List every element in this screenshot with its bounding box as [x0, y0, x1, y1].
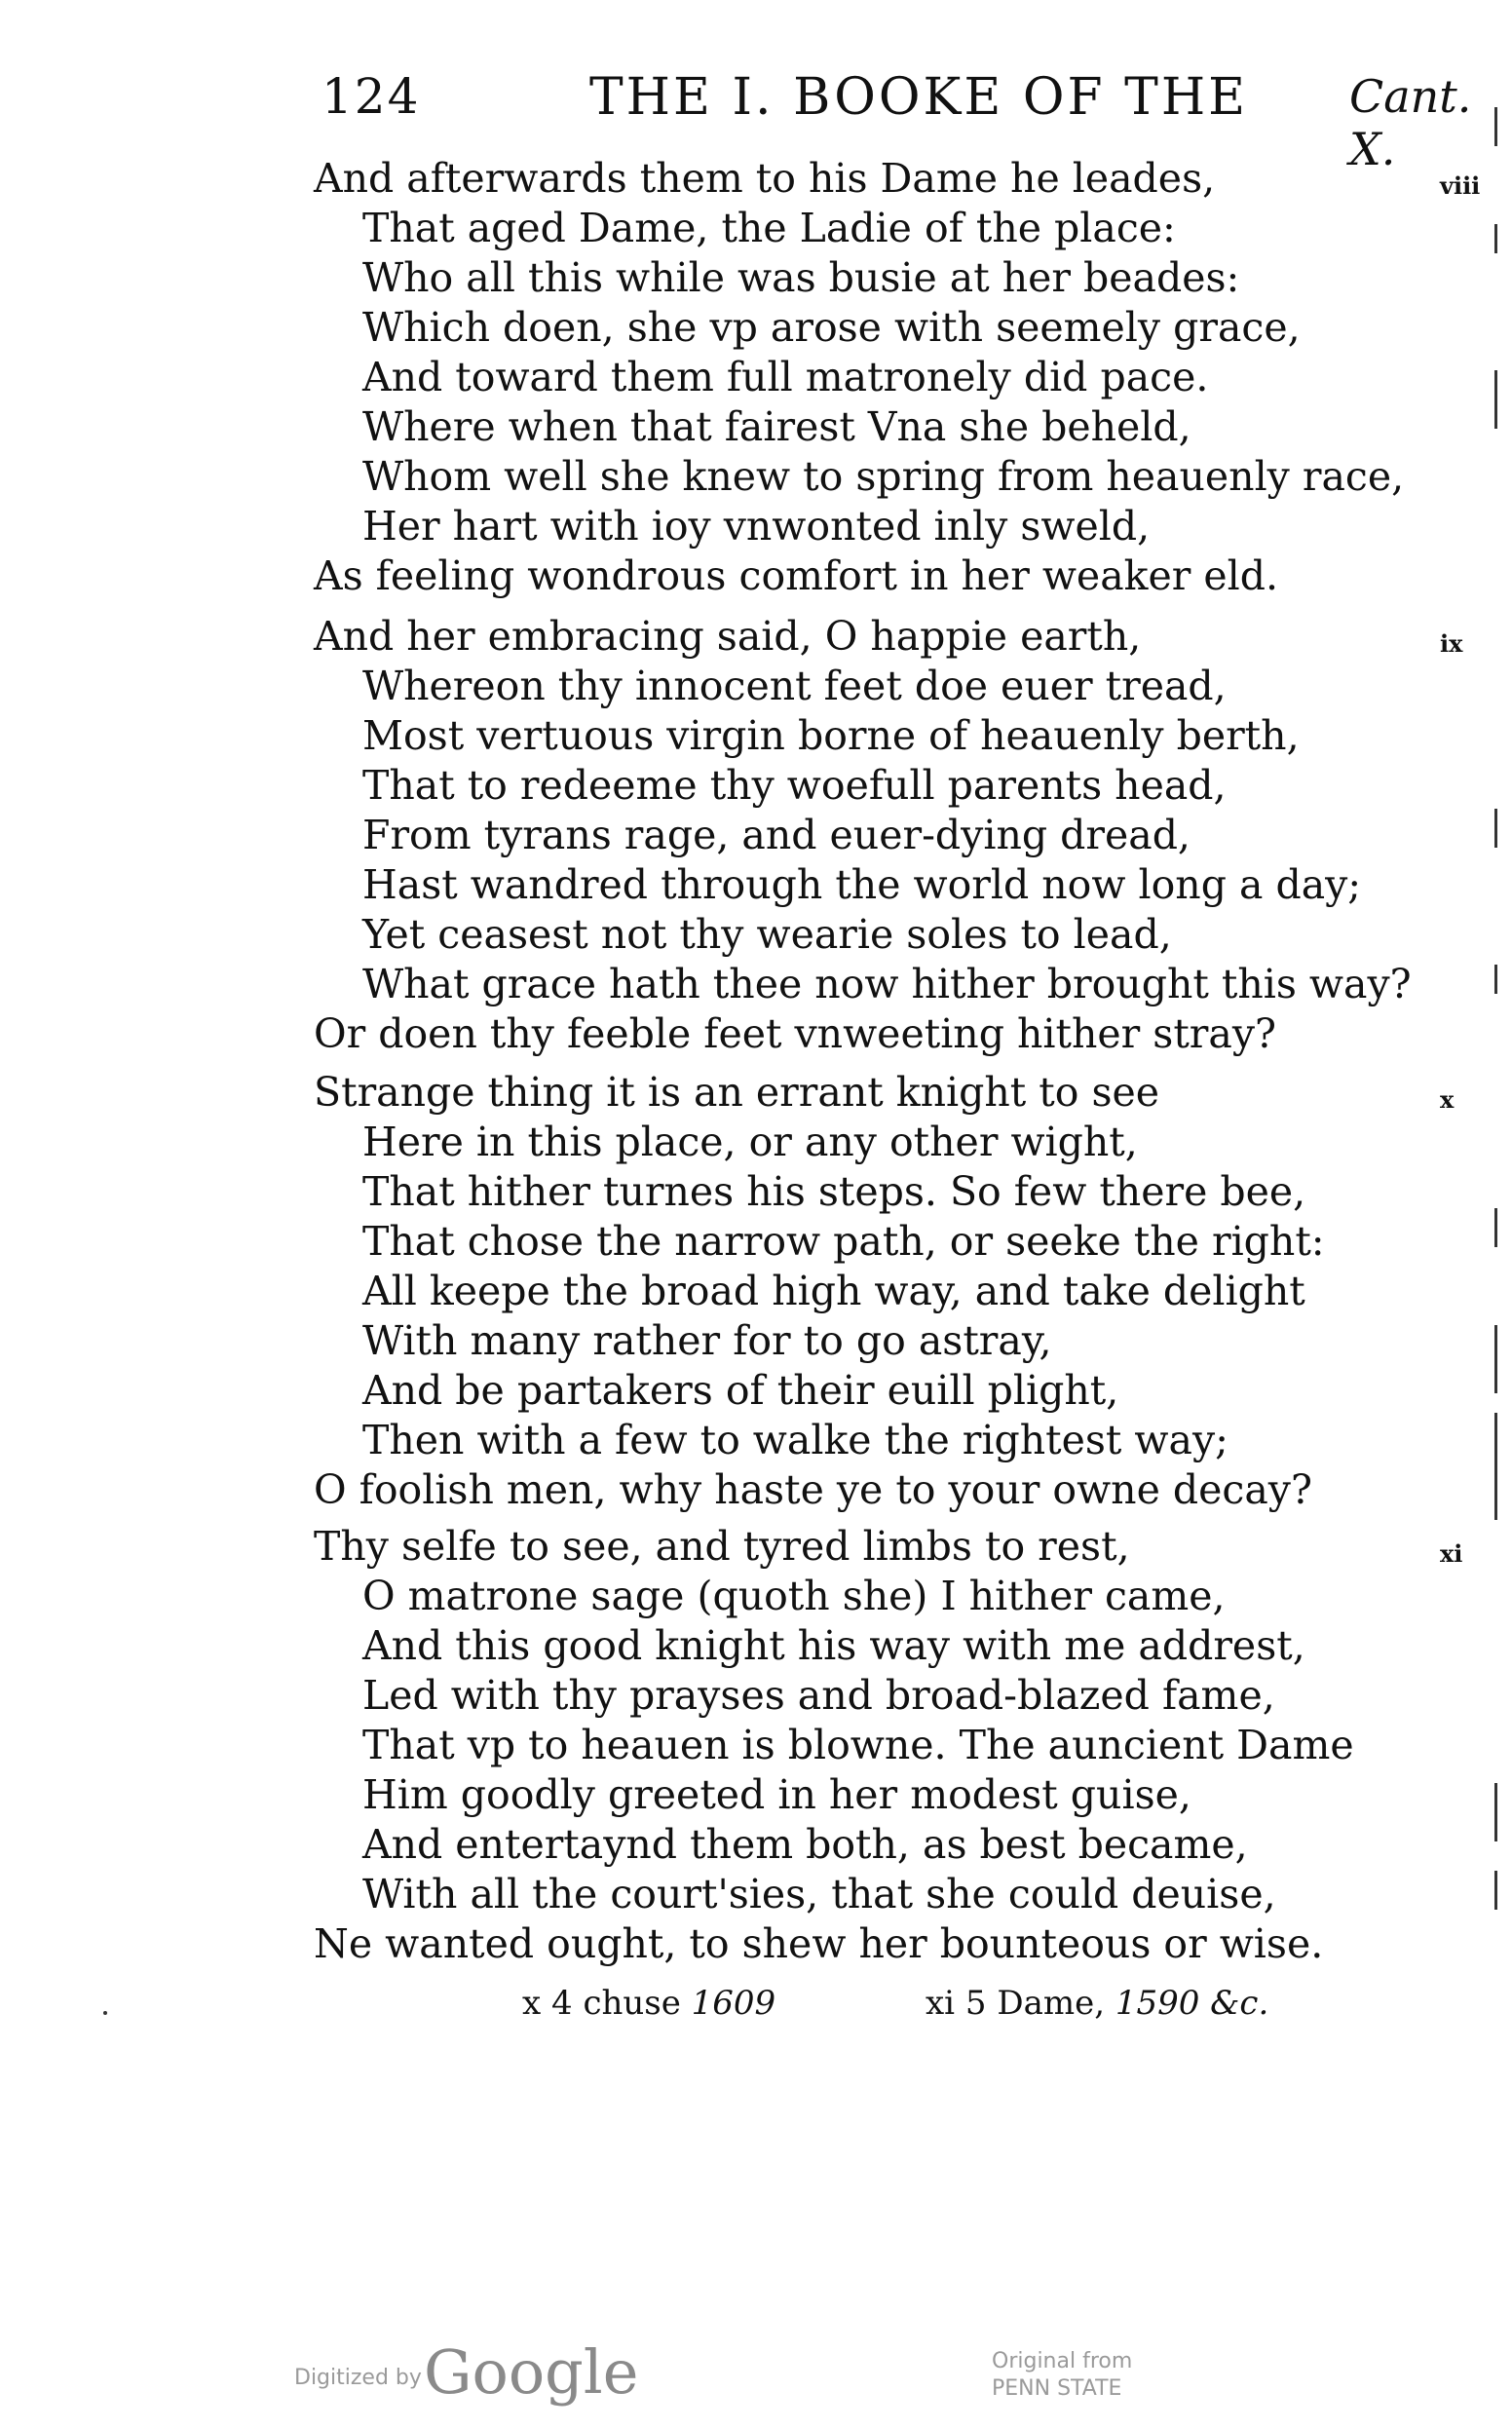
- verse-line: That to redeeme thy woefull parents head,: [362, 762, 1227, 809]
- footnote-text: Dame,: [997, 1984, 1106, 2023]
- footnote-text: chuse: [583, 1984, 681, 2023]
- scan-edge-marks: [1494, 97, 1508, 1949]
- verse-line: And this good knight his way with me addrest,: [362, 1622, 1305, 1669]
- verse-line: Who all this while was busie at her beades:: [362, 254, 1240, 301]
- verse-line: What grace hath thee now hither brought this way?: [362, 961, 1412, 1007]
- verse-line: That vp to heauen is blowne. The auncient Dame: [362, 1722, 1354, 1768]
- verse-line: Her hart with ioy vnwonted inly sweld,: [362, 503, 1151, 550]
- stanza-number: viii: [1440, 171, 1481, 200]
- verse-line: Where when that fairest Vna she beheld,: [362, 403, 1191, 450]
- verse-line: That chose the narrow path, or seeke the right:: [362, 1218, 1325, 1265]
- verse-line: As feeling wondrous comfort in her weaker eld.: [314, 552, 1279, 599]
- page-header: [0, 68, 1512, 175]
- verse-line: Which doen, she vp arose with seemely grace,: [362, 304, 1301, 351]
- verse-line: With all the court'sies, that she could deuise,: [362, 1871, 1276, 1917]
- verse-line: That aged Dame, the Ladie of the place:: [362, 205, 1176, 251]
- verse-line: That hither turnes his steps. So few there bee,: [362, 1168, 1306, 1215]
- verse-line: Thy selfe to see, and tyred limbs to rest,: [314, 1523, 1130, 1570]
- digitized-by-label: Digitized by: [294, 2366, 422, 2390]
- footnote-ref: xi 5: [926, 1984, 987, 2023]
- verse-line: Here in this place, or any other wight,: [362, 1119, 1138, 1165]
- verse-line: All keepe the broad high way, and take delight: [362, 1268, 1305, 1314]
- footnote-source: 1590 &c.: [1115, 1984, 1269, 2023]
- verse-line: And afterwards them to his Dame he leades,: [314, 155, 1216, 202]
- canto-label: Cant. X.: [1349, 70, 1472, 175]
- verse-line: Him goodly greeted in her modest guise,: [362, 1771, 1191, 1818]
- verse-line: Hast wandred through the world now long a day;: [362, 861, 1362, 908]
- original-source: [992, 2348, 1132, 2403]
- page-number: 124: [321, 68, 421, 125]
- verse-line: With many rather for to go astray,: [362, 1317, 1052, 1364]
- verse-line: From tyrans rage, and euer-dying dread,: [362, 812, 1191, 858]
- stanza-number: xi: [1440, 1539, 1463, 1568]
- verse-line: O matrone sage (quoth she) I hither came,: [362, 1573, 1226, 1619]
- verse-line: Whom well she knew to spring from heauenly race,: [362, 453, 1405, 500]
- verse-line: Ne wanted ought, to shew her bounteous or wise.: [314, 1920, 1324, 1967]
- verse-line: Led with thy prayses and broad-blazed fame,: [362, 1672, 1275, 1719]
- stanza-number: ix: [1440, 629, 1463, 658]
- stanza-number: x: [1440, 1085, 1455, 1114]
- verse-line: And her embracing said, O happie earth,: [314, 613, 1142, 660]
- institution-label: PENN STATE: [992, 2376, 1122, 2401]
- verse-line: O foolish men, why haste ye to your owne decay?: [314, 1466, 1312, 1513]
- footnote: [926, 1984, 1268, 2023]
- google-logo: Google: [424, 2336, 639, 2408]
- footnote-source: 1609: [691, 1984, 776, 2023]
- verse-line: And entertaynd them both, as best became,: [362, 1821, 1248, 1868]
- verse-line: And toward them full matronely did pace.: [362, 354, 1209, 400]
- verse-line: Or doen thy feeble feet vnweeting hither stray?: [314, 1010, 1276, 1057]
- verse-line: Most vertuous virgin borne of heauenly berth,: [362, 712, 1300, 759]
- verse-line: Then with a few to walke the rightest way;: [362, 1417, 1228, 1463]
- verse-line: Yet ceasest not thy wearie soles to lead,: [362, 911, 1172, 958]
- verse-line: Strange thing it is an errant knight to see: [314, 1069, 1160, 1116]
- verse-line: Whereon thy innocent feet doe euer tread,: [362, 663, 1227, 709]
- footnote-ref: x 4: [522, 1984, 573, 2023]
- footnote: [522, 1984, 775, 2023]
- verse-line: And be partakers of their euill plight,: [362, 1367, 1119, 1414]
- running-title: THE I. BOOKE OF THE: [589, 68, 1249, 127]
- scan-speck: [103, 2011, 107, 2015]
- original-from-label: Original from: [992, 2349, 1133, 2373]
